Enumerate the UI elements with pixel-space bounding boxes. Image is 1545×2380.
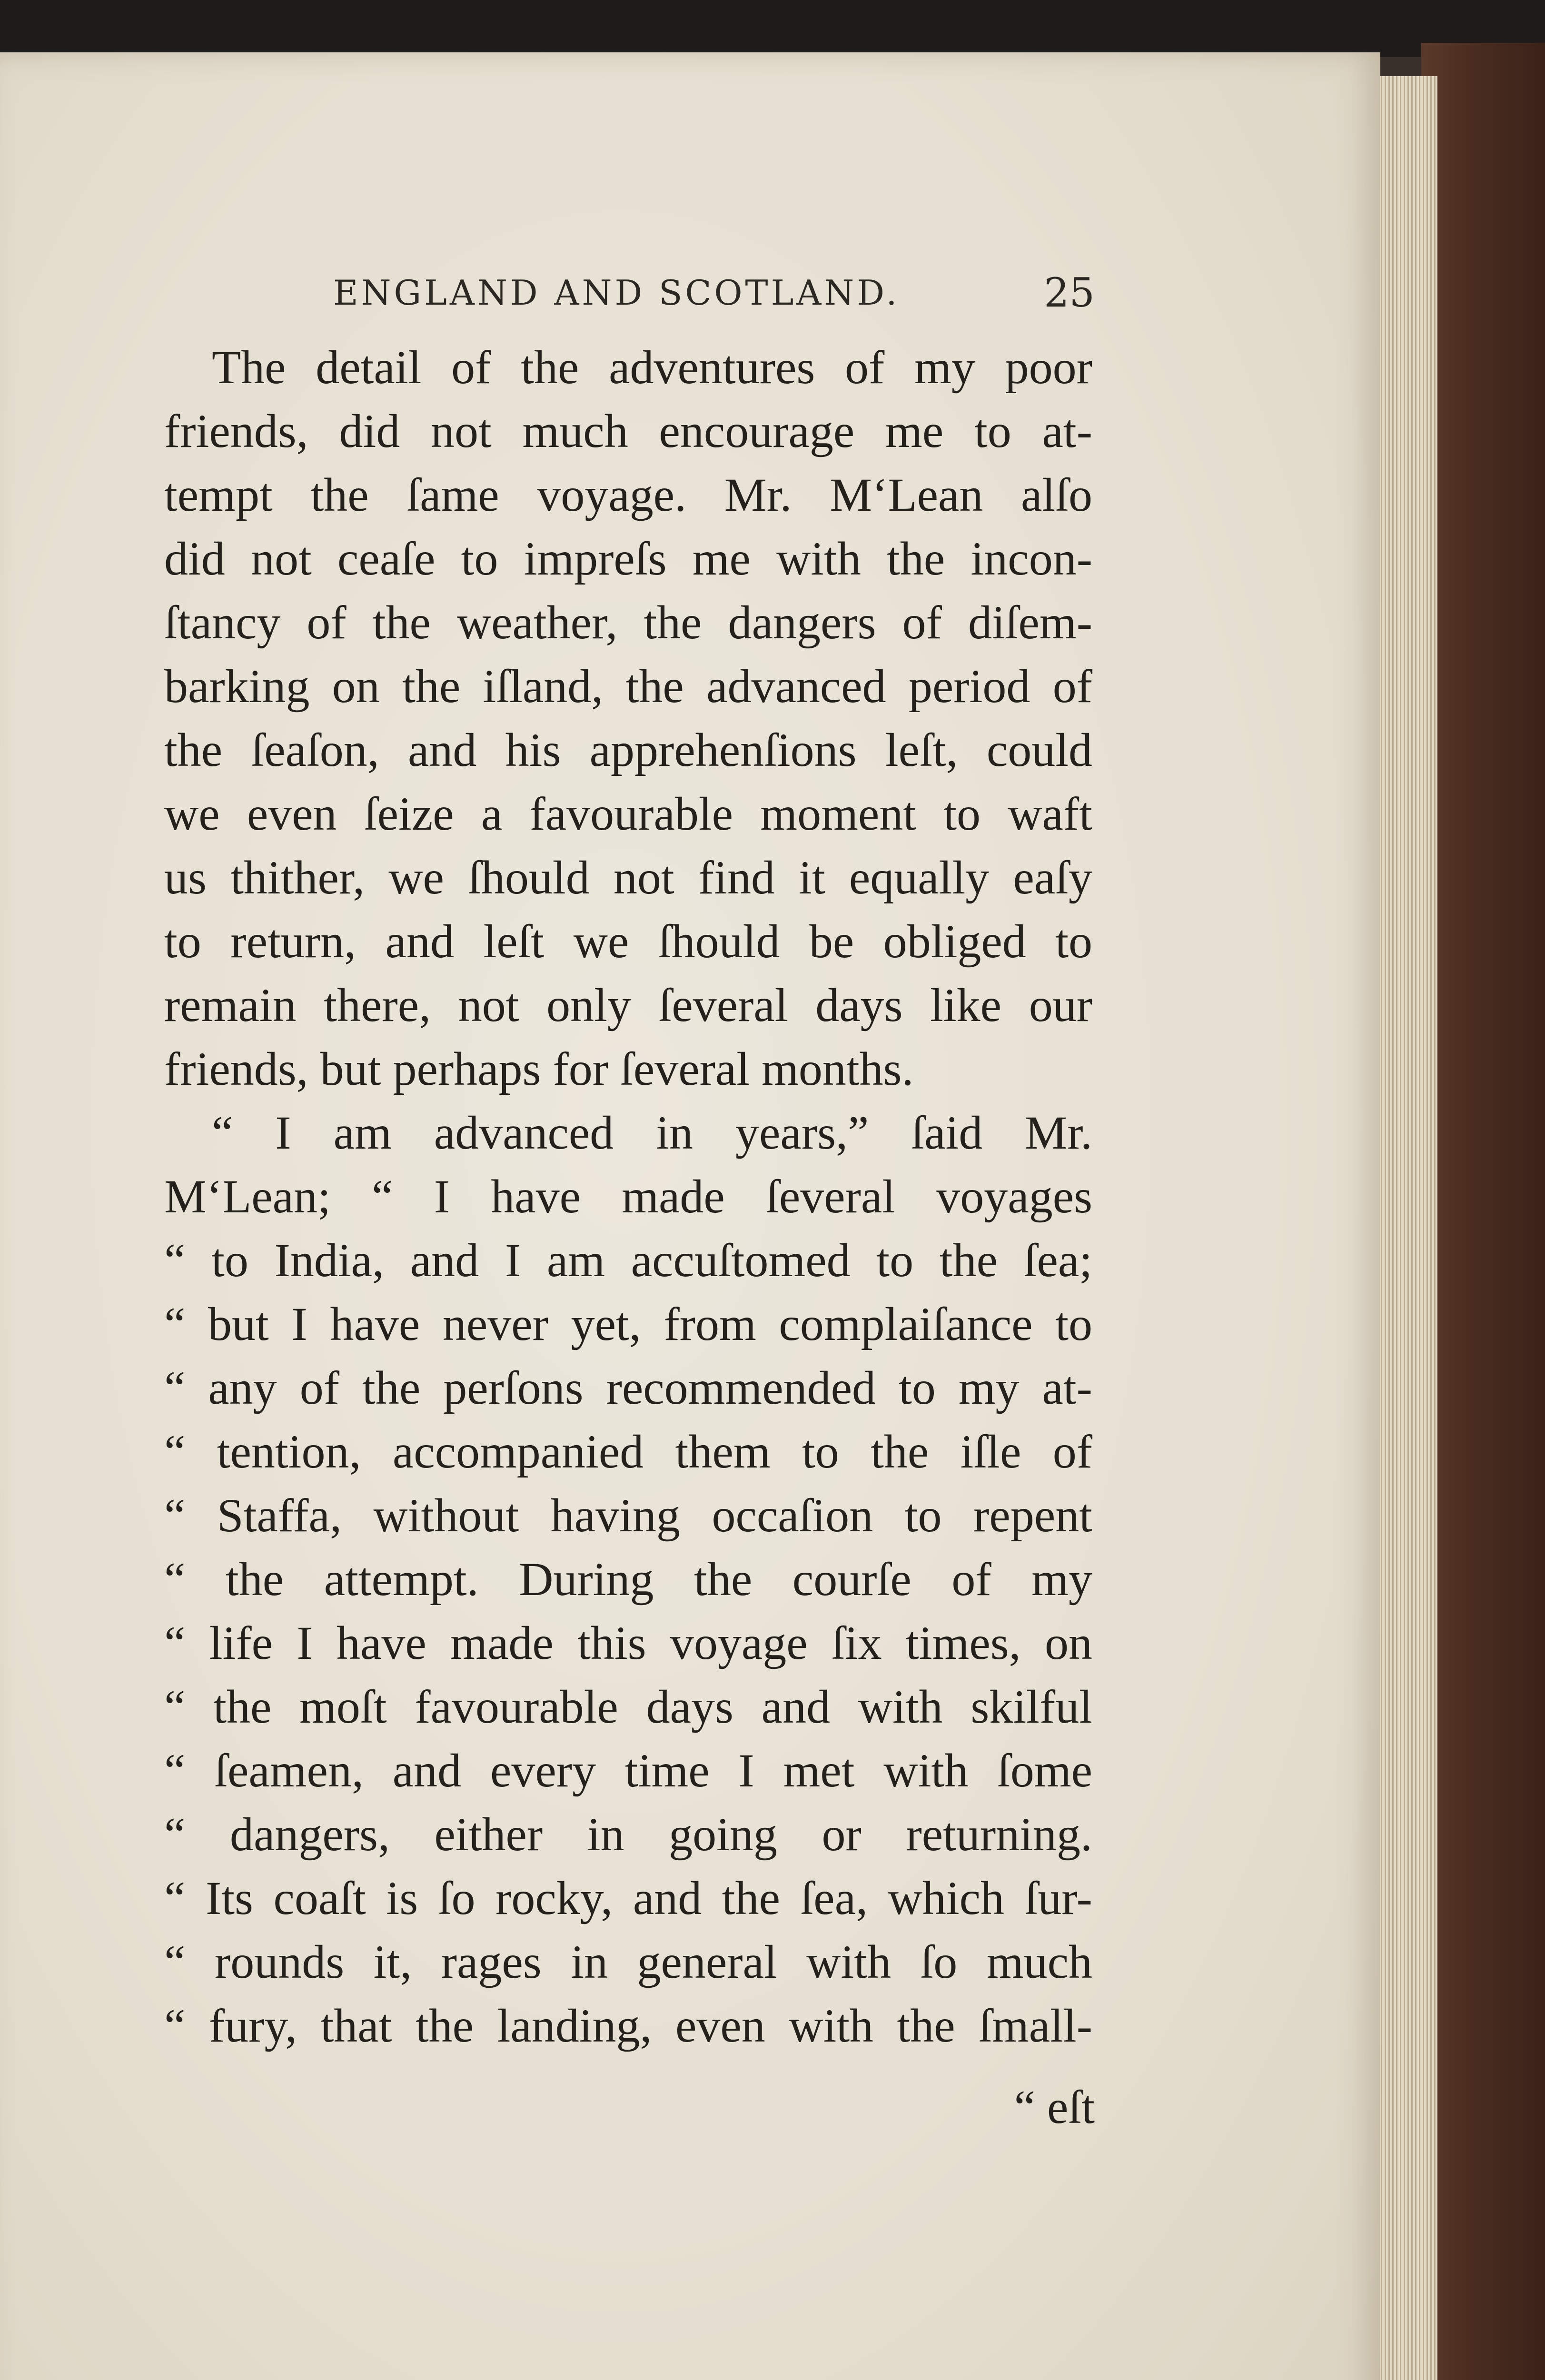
text-line: “ life I have made this voyage ſix times, on <box>164 1616 1092 1669</box>
text-line: “ but I have never yet, from complaiſance to <box>164 1298 1092 1350</box>
text-line: did not ceaſe to impreſs me with the incon- <box>164 532 1092 585</box>
text-line: “ dangers, either in going or returning. <box>164 1808 1092 1861</box>
text-line: “ any of the perſons recommended to my at- <box>164 1361 1092 1414</box>
running-head: ENGLAND AND SCOTLAND. <box>333 273 900 313</box>
text-line: ſtancy of the weather, the dangers of diſem- <box>164 596 1092 649</box>
text-line: “ to India, and I am accuſtomed to the ſea; <box>164 1234 1092 1287</box>
text-line: friends, did not much encourage me to at- <box>164 405 1092 457</box>
text-line: “ the moſt favourable days and with skilful <box>164 1680 1092 1733</box>
text-line: “ fury, that the landing, even with the ſmall- <box>164 1999 1092 2052</box>
scan-background <box>0 0 1545 57</box>
text-line: we even ſeize a favourable moment to waft <box>164 787 1092 840</box>
text-line: remain there, not only ſeveral days like our <box>164 979 1092 1031</box>
text-line: “ the attempt. During the courſe of my <box>164 1553 1092 1606</box>
text-line: friends, but perhaps for ſeveral months. <box>164 1042 914 1095</box>
text-line: us thither, we ſhould not find it equally eaſy <box>164 851 1092 904</box>
body-text <box>164 336 1092 2058</box>
text-line: barking on the iſland, the advanced period of <box>164 660 1092 713</box>
text-line: “ tention, accompanied them to the iſle of <box>164 1425 1092 1478</box>
text-line: “ rounds it, rages in general with ſo much <box>164 1935 1092 1988</box>
book-cover <box>1421 43 1545 2380</box>
text-line: “ Its coaſt is ſo rocky, and the ſea, which ſur- <box>164 1872 1092 1924</box>
catchword: “ eſt <box>1014 2081 1095 2133</box>
text-line: the ſeaſon, and his apprehenſions leſt, could <box>164 724 1092 776</box>
text-line: “ I am advanced in years,” ſaid Mr. <box>212 1106 1092 1159</box>
text-line: M‘Lean; “ I have made ſeveral voyages <box>164 1170 1092 1223</box>
text-line: to return, and leſt we ſhould be obliged to <box>164 915 1092 968</box>
text-line: “ ſeamen, and every time I met with ſome <box>164 1744 1092 1797</box>
page-edges <box>1371 76 1437 2380</box>
text-line: The detail of the adventures of my poor <box>212 341 1092 394</box>
text-line: tempt the ſame voyage. Mr. M‘Lean alſo <box>164 468 1092 521</box>
text-line: “ Staffa, without having occaſion to repent <box>164 1489 1092 1542</box>
page-number: 25 <box>1044 269 1095 316</box>
